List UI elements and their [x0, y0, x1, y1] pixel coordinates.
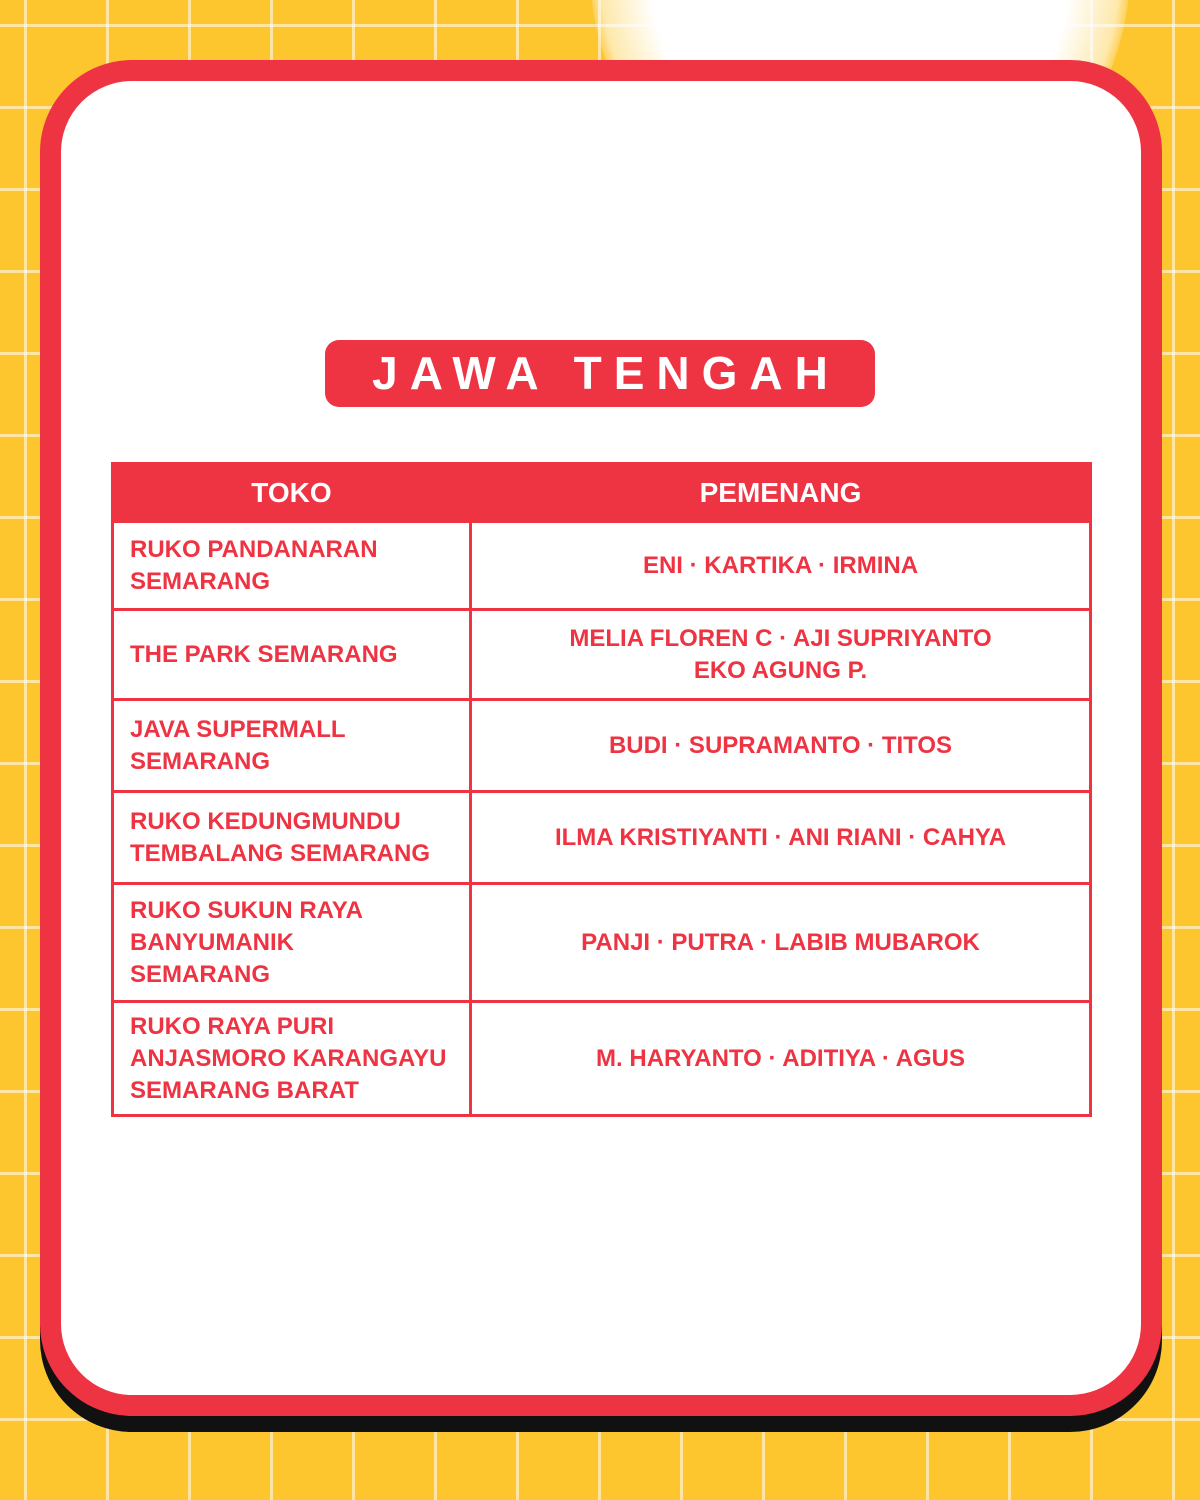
store-name-line: RUKO RAYA PURI [130, 1012, 335, 1040]
store-name-line: BANYUMANIK [130, 928, 294, 956]
winners-table [111, 462, 1092, 1117]
table-header-row [113, 464, 1091, 522]
store-cell [113, 522, 471, 610]
store-name-line: SEMARANG BARAT [130, 1076, 359, 1104]
winners-line: ILMA KRISTIYANTI · ANI RIANI · CAHYA [554, 823, 1007, 851]
store-cell [113, 792, 471, 884]
store-name-line: JAVA SUPERMALL [130, 715, 346, 743]
store-name-line: SEMARANG [130, 960, 271, 988]
store-name-line: RUKO KEDUNGMUNDU [130, 807, 401, 835]
table-row [113, 1002, 1091, 1116]
table-row [113, 700, 1091, 792]
winners-line: PANJI · PUTRA · LABIB MUBAROK [581, 928, 980, 956]
winners-cell [471, 792, 1091, 884]
store-name-line: RUKO SUKUN RAYA [130, 896, 363, 924]
store-name-line: RUKO PANDANARAN [130, 535, 378, 563]
store-name-line: SEMARANG [130, 747, 271, 775]
region-title: JAWA TENGAH [325, 340, 875, 407]
table-row [113, 522, 1091, 610]
header-toko: TOKO [113, 464, 471, 522]
table-row [113, 610, 1091, 700]
store-cell [113, 610, 471, 700]
store-name-line: SEMARANG [130, 567, 271, 595]
table-row [113, 884, 1091, 1002]
winners-line: MELIA FLOREN C · AJI SUPRIYANTO [569, 624, 992, 652]
winners-line: ENI · KARTIKA · IRMINA [642, 551, 919, 579]
store-name-line: TEMBALANG SEMARANG [130, 839, 430, 867]
winners-cell [471, 522, 1091, 610]
store-cell [113, 1002, 471, 1116]
header-pemenang: PEMENANG [471, 464, 1091, 522]
winners-cell [471, 1002, 1091, 1116]
winners-line: M. HARYANTO · ADITIYA · AGUS [596, 1044, 965, 1072]
winners-line: EKO AGUNG P. [693, 656, 868, 684]
winners-cell [471, 884, 1091, 1002]
winners-cell [471, 700, 1091, 792]
store-cell [113, 884, 471, 1002]
table-row [113, 792, 1091, 884]
winners-line: BUDI · SUPRAMANTO · TITOS [608, 731, 953, 759]
store-name-line: ANJASMORO KARANGAYU [130, 1044, 447, 1072]
store-name-line: THE PARK SEMARANG [130, 640, 398, 668]
winners-cell [471, 610, 1091, 700]
store-cell [113, 700, 471, 792]
